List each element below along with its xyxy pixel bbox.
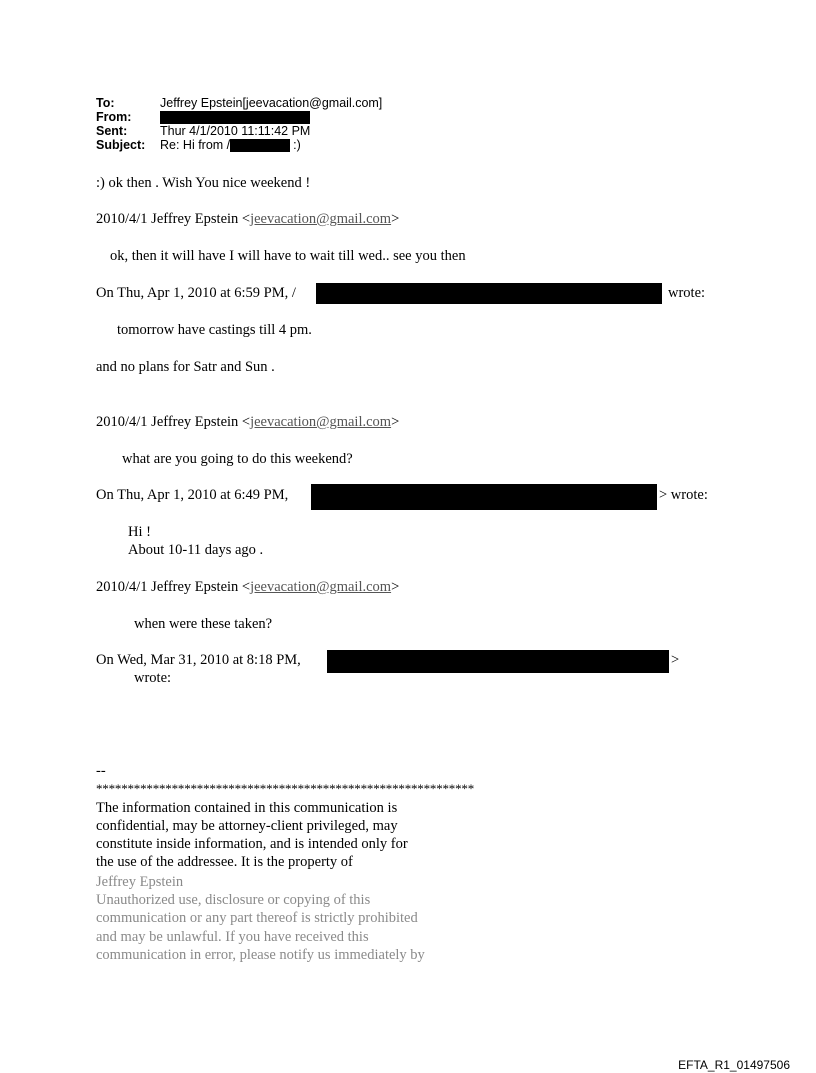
email-link[interactable]: jeevacation@gmail.com <box>250 579 392 595</box>
message-line: Hi ! <box>128 524 151 540</box>
to-label: To: <box>96 96 115 110</box>
from-redaction <box>160 111 310 124</box>
on-header-1: On Thu, Apr 1, 2010 at 6:59 PM, / <box>96 285 296 301</box>
disclaimer-line: The information contained in this communication is <box>96 800 398 816</box>
sent-label: Sent: <box>96 124 128 138</box>
separator-stars: ************************************************************ <box>96 781 475 796</box>
email-link[interactable]: jeevacation@gmail.com <box>250 414 392 430</box>
message-line: when were these taken? <box>134 616 273 632</box>
disclaimer-gray-line: communication in error, please notify us immediately by <box>96 947 425 963</box>
signature-dashes: -- <box>96 763 106 779</box>
message-line: what are you going to do this weekend? <box>122 451 353 467</box>
sender-redaction <box>311 484 657 510</box>
message-line: tomorrow have castings till 4 pm. <box>117 322 312 338</box>
subject-redaction <box>230 139 290 152</box>
subject-suffix: :) <box>293 138 301 152</box>
to-value: Jeffrey Epstein[jeevacation@gmail.com] <box>160 96 383 110</box>
email-header <box>96 96 382 152</box>
subject-prefix: Re: Hi from / <box>160 138 231 152</box>
disclaimer-line: confidential, may be attorney-client privileged, may <box>96 818 398 834</box>
from-label: From: <box>96 110 132 124</box>
on-header-3: On Wed, Mar 31, 2010 at 8:18 PM, <box>96 652 301 668</box>
subject-label: Subject: <box>96 138 146 152</box>
quote-header-1: 2010/4/1 Jeffrey Epstein <jeevacation@gmail.com> <box>96 211 400 227</box>
document-id: EFTA_R1_01497506 <box>678 1058 790 1072</box>
disclaimer-gray-line: Jeffrey Epstein <box>96 874 184 890</box>
reply-line: :) ok then . Wish You nice weekend ! <box>96 175 311 191</box>
sender-redaction <box>316 283 662 304</box>
email-link[interactable]: jeevacation@gmail.com <box>250 211 392 227</box>
on-header-2: On Thu, Apr 1, 2010 at 6:49 PM, <box>96 487 289 503</box>
wrote-label: wrote: <box>668 285 706 301</box>
sender-redaction <box>327 650 669 673</box>
quote-header-3: 2010/4/1 Jeffrey Epstein <jeevacation@gmail.com> <box>96 579 400 595</box>
wrote-label: wrote: <box>134 670 172 686</box>
angle-bracket: > <box>671 652 680 668</box>
quote-header-2: 2010/4/1 Jeffrey Epstein <jeevacation@gmail.com> <box>96 414 400 430</box>
disclaimer-line: the use of the addressee. It is the property of <box>96 854 353 870</box>
message-line: and no plans for Satr and Sun . <box>96 359 275 375</box>
disclaimer-gray-line: communication or any part thereof is strictly prohibited <box>96 910 418 926</box>
message-line: ok, then it will have I will have to wait till wed.. see you then <box>110 248 466 264</box>
sent-value: Thur 4/1/2010 11:11:42 PM <box>160 124 311 138</box>
message-line: About 10-11 days ago . <box>128 542 264 558</box>
wrote-label: > wrote: <box>659 487 708 503</box>
disclaimer-gray-line: Unauthorized use, disclosure or copying of this <box>96 892 371 908</box>
disclaimer-gray-line: and may be unlawful. If you have received this <box>96 929 369 945</box>
disclaimer-line: constitute inside information, and is intended only for <box>96 836 408 852</box>
